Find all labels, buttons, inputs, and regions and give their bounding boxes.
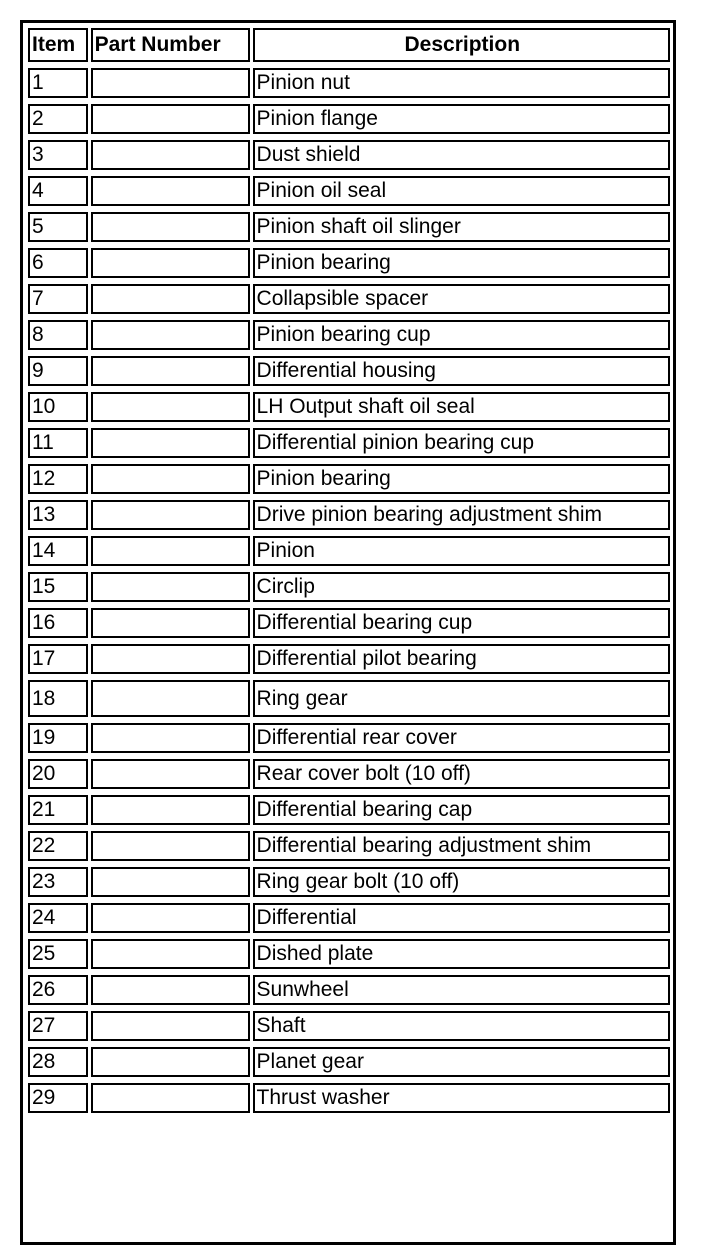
description-cell: Pinion flange xyxy=(253,104,670,134)
part-number-cell xyxy=(91,428,250,458)
description-cell: Differential bearing cap xyxy=(253,795,670,825)
item-cell: 12 xyxy=(28,464,88,494)
part-number-cell xyxy=(91,500,250,530)
part-number-cell xyxy=(91,320,250,350)
part-number-cell xyxy=(91,608,250,638)
item-cell: 16 xyxy=(28,608,88,638)
item-cell: 13 xyxy=(28,500,88,530)
description-cell: Dished plate xyxy=(253,939,670,969)
item-cell: 11 xyxy=(28,428,88,458)
part-number-cell xyxy=(91,831,250,861)
item-cell: 29 xyxy=(28,1083,88,1113)
part-number-cell xyxy=(91,975,250,1005)
description-cell: Sunwheel xyxy=(253,975,670,1005)
table-row xyxy=(28,248,670,278)
table-row xyxy=(28,608,670,638)
parts-table xyxy=(25,22,673,1119)
part-number-cell xyxy=(91,795,250,825)
part-number-cell xyxy=(91,867,250,897)
table-row xyxy=(28,140,670,170)
item-cell: 28 xyxy=(28,1047,88,1077)
description-cell: Pinion bearing xyxy=(253,248,670,278)
part-number-cell xyxy=(91,212,250,242)
part-number-cell xyxy=(91,680,250,717)
table-row xyxy=(28,831,670,861)
description-cell: Differential housing xyxy=(253,356,670,386)
item-cell: 20 xyxy=(28,759,88,789)
table-row xyxy=(28,1011,670,1041)
description-cell: Differential pilot bearing xyxy=(253,644,670,674)
item-cell: 23 xyxy=(28,867,88,897)
table-row xyxy=(28,759,670,789)
description-cell: Pinion bearing xyxy=(253,464,670,494)
part-number-cell xyxy=(91,759,250,789)
table-row xyxy=(28,500,670,530)
part-number-cell xyxy=(91,248,250,278)
description-cell: Differential bearing cup xyxy=(253,608,670,638)
header-description: Description xyxy=(253,28,670,62)
table-row xyxy=(28,795,670,825)
table-row xyxy=(28,104,670,134)
description-cell: Differential pinion bearing cup xyxy=(253,428,670,458)
table-row xyxy=(28,903,670,933)
table-row xyxy=(28,176,670,206)
description-cell: Differential rear cover xyxy=(253,723,670,753)
table-row xyxy=(28,464,670,494)
part-number-cell xyxy=(91,464,250,494)
item-cell: 26 xyxy=(28,975,88,1005)
table-row xyxy=(28,536,670,566)
table-row xyxy=(28,644,670,674)
description-cell: Pinion xyxy=(253,536,670,566)
part-number-cell xyxy=(91,1083,250,1113)
table-row xyxy=(28,975,670,1005)
table-row xyxy=(28,572,670,602)
item-cell: 10 xyxy=(28,392,88,422)
table-row xyxy=(28,320,670,350)
part-number-cell xyxy=(91,104,250,134)
table-row xyxy=(28,680,670,717)
table-row xyxy=(28,392,670,422)
item-cell: 7 xyxy=(28,284,88,314)
item-cell: 4 xyxy=(28,176,88,206)
table-row xyxy=(28,68,670,98)
item-cell: 9 xyxy=(28,356,88,386)
part-number-cell xyxy=(91,176,250,206)
table-row xyxy=(28,939,670,969)
item-cell: 1 xyxy=(28,68,88,98)
parts-table-frame xyxy=(20,20,676,1245)
description-cell: Ring gear xyxy=(253,680,670,717)
part-number-cell xyxy=(91,284,250,314)
table-row xyxy=(28,428,670,458)
item-cell: 15 xyxy=(28,572,88,602)
item-cell: 19 xyxy=(28,723,88,753)
part-number-cell xyxy=(91,140,250,170)
item-cell: 24 xyxy=(28,903,88,933)
table-row xyxy=(28,1047,670,1077)
description-cell: Pinion bearing cup xyxy=(253,320,670,350)
description-cell: Rear cover bolt (10 off) xyxy=(253,759,670,789)
description-cell: Pinion nut xyxy=(253,68,670,98)
part-number-cell xyxy=(91,1011,250,1041)
part-number-cell xyxy=(91,572,250,602)
table-row xyxy=(28,212,670,242)
description-cell: Differential bearing adjustment shim xyxy=(253,831,670,861)
item-cell: 14 xyxy=(28,536,88,566)
item-cell: 21 xyxy=(28,795,88,825)
item-cell: 17 xyxy=(28,644,88,674)
part-number-cell xyxy=(91,723,250,753)
table-row xyxy=(28,867,670,897)
description-cell: Collapsible spacer xyxy=(253,284,670,314)
table-row xyxy=(28,356,670,386)
description-cell: Drive pinion bearing adjustment shim xyxy=(253,500,670,530)
part-number-cell xyxy=(91,536,250,566)
description-cell: Dust shield xyxy=(253,140,670,170)
item-cell: 18 xyxy=(28,680,88,717)
item-cell: 22 xyxy=(28,831,88,861)
description-cell: Pinion oil seal xyxy=(253,176,670,206)
header-part-number: Part Number xyxy=(91,28,250,62)
item-cell: 27 xyxy=(28,1011,88,1041)
part-number-cell xyxy=(91,903,250,933)
part-number-cell xyxy=(91,644,250,674)
description-cell: Thrust washer xyxy=(253,1083,670,1113)
part-number-cell xyxy=(91,356,250,386)
item-cell: 8 xyxy=(28,320,88,350)
part-number-cell xyxy=(91,1047,250,1077)
description-cell: Circlip xyxy=(253,572,670,602)
parts-table-body xyxy=(28,68,670,1113)
description-cell: Pinion shaft oil slinger xyxy=(253,212,670,242)
table-row xyxy=(28,284,670,314)
table-row xyxy=(28,723,670,753)
header-row xyxy=(28,28,670,62)
item-cell: 2 xyxy=(28,104,88,134)
header-item: Item xyxy=(28,28,88,62)
description-cell: Differential xyxy=(253,903,670,933)
description-cell: Ring gear bolt (10 off) xyxy=(253,867,670,897)
description-cell: Shaft xyxy=(253,1011,670,1041)
description-cell: LH Output shaft oil seal xyxy=(253,392,670,422)
item-cell: 6 xyxy=(28,248,88,278)
part-number-cell xyxy=(91,68,250,98)
item-cell: 25 xyxy=(28,939,88,969)
table-row xyxy=(28,1083,670,1113)
part-number-cell xyxy=(91,939,250,969)
item-cell: 5 xyxy=(28,212,88,242)
item-cell: 3 xyxy=(28,140,88,170)
part-number-cell xyxy=(91,392,250,422)
description-cell: Planet gear xyxy=(253,1047,670,1077)
